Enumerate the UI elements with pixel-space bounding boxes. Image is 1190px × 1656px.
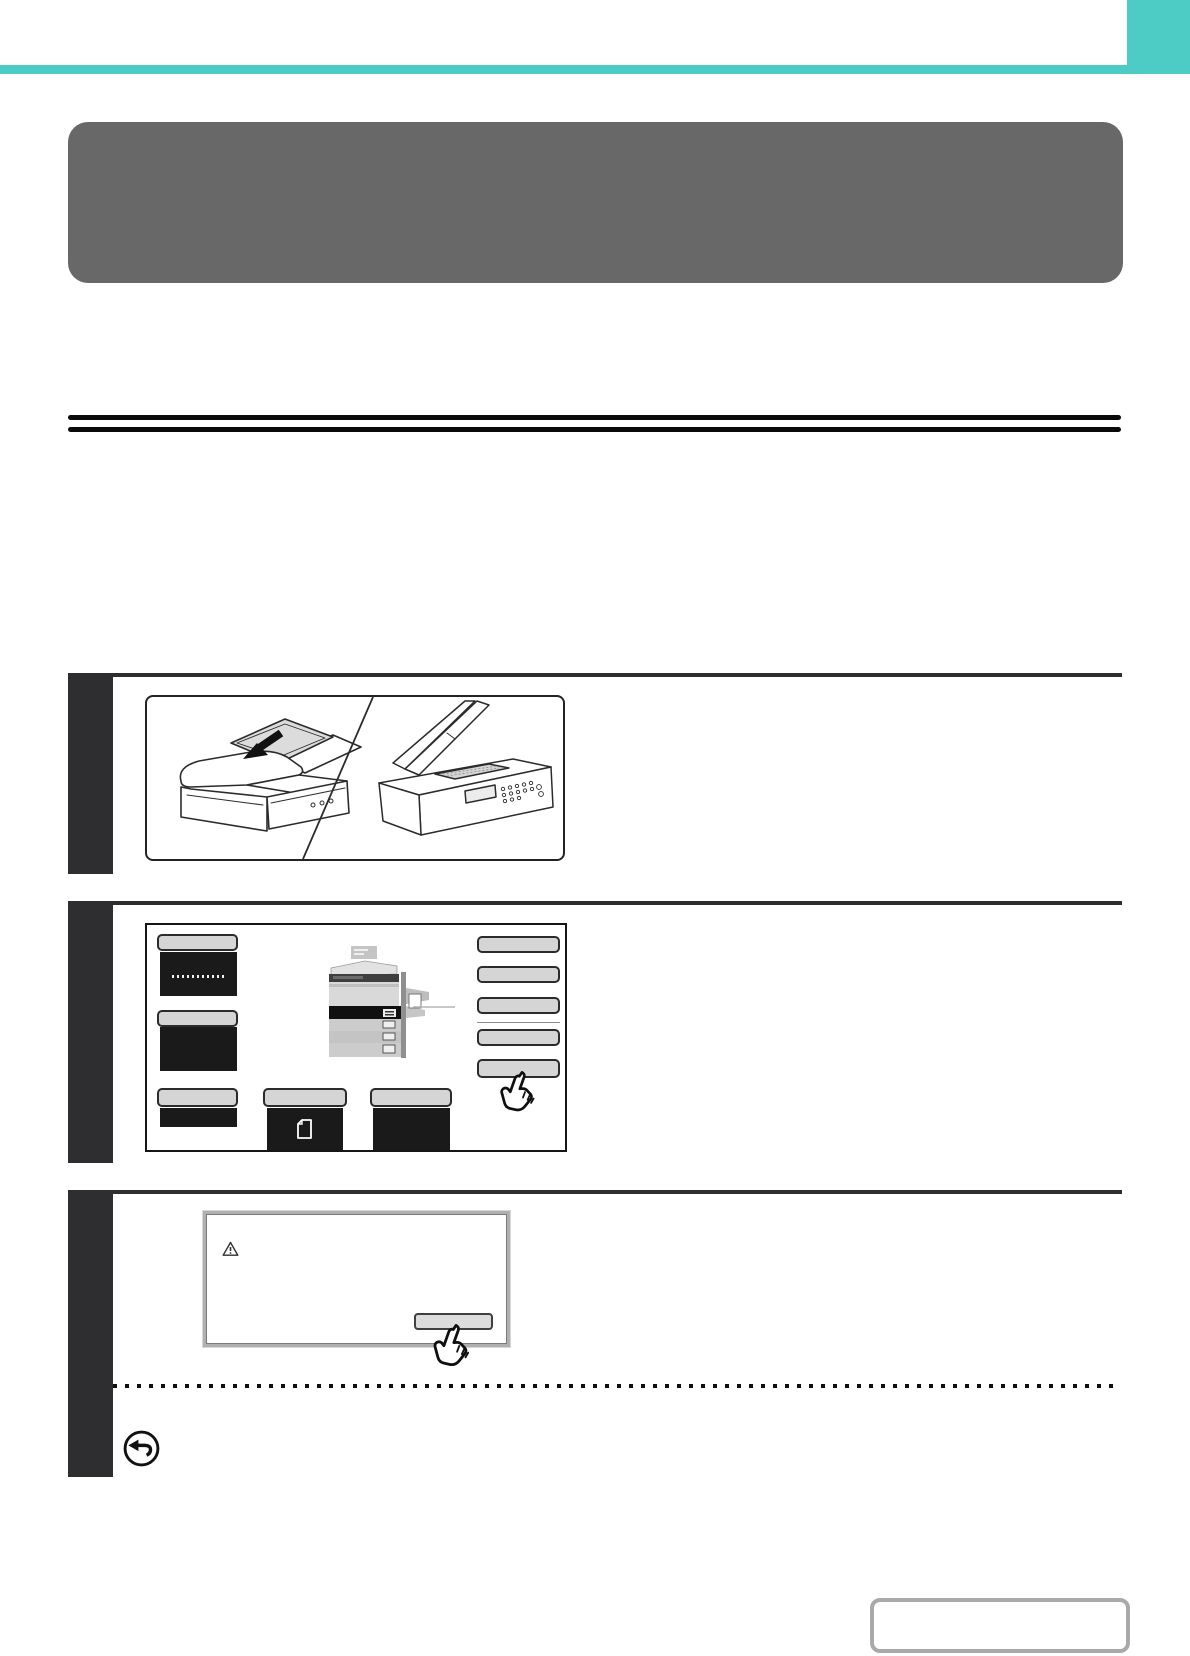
body-left-face [181, 787, 267, 831]
screen-key-right-4 [477, 1029, 560, 1046]
header-rule-bar [0, 65, 1190, 74]
step3-number-bar [68, 1190, 113, 1477]
screen-panel-left-3 [160, 1108, 237, 1127]
screen-panel-left-2 [160, 1027, 237, 1071]
step1-number-bar [68, 673, 113, 874]
screen-panel-left-1 [160, 952, 237, 996]
machine-status-image [325, 944, 457, 1066]
step2-number-bar [68, 901, 113, 1163]
note-dashed-separator [113, 1384, 1116, 1388]
screen-key-right-2 [477, 966, 560, 983]
step1-originals-figure [145, 695, 565, 861]
section-double-rule-bottom [68, 427, 1121, 432]
chapter-title-box [68, 122, 1123, 283]
warning-triangle-icon [222, 1241, 239, 1257]
hand-cursor-icon [495, 1067, 545, 1121]
raised-cover [405, 701, 489, 775]
section-double-rule-top [68, 415, 1121, 420]
hand-cursor-icon [428, 1320, 481, 1376]
screen-key-right-1 [477, 936, 560, 953]
copier-lineart [147, 697, 563, 859]
return-arrow-icon [122, 1429, 161, 1468]
header-corner-block [1127, 0, 1190, 74]
screen-key-right-3 [477, 997, 560, 1014]
step2-divider [68, 901, 1122, 905]
screen-panel-bottom-right [373, 1108, 450, 1150]
screen-panel-bottom-middle [267, 1108, 343, 1150]
right-keys-separator [477, 1022, 560, 1023]
step3-divider [68, 1190, 1122, 1194]
screen-key-bottom-right [370, 1088, 452, 1107]
page-link-box[interactable] [870, 1598, 1130, 1653]
step2-touch-panel-screenshot [145, 923, 567, 1152]
status-dots-row [172, 975, 225, 978]
screen-key-bottom-middle [263, 1088, 347, 1107]
screen-key-left-1 [157, 934, 238, 951]
screen-key-left-3 [157, 1088, 238, 1107]
step1-divider [68, 673, 1122, 677]
screen-key-left-2 [157, 1010, 238, 1027]
document-icon [294, 1117, 316, 1141]
